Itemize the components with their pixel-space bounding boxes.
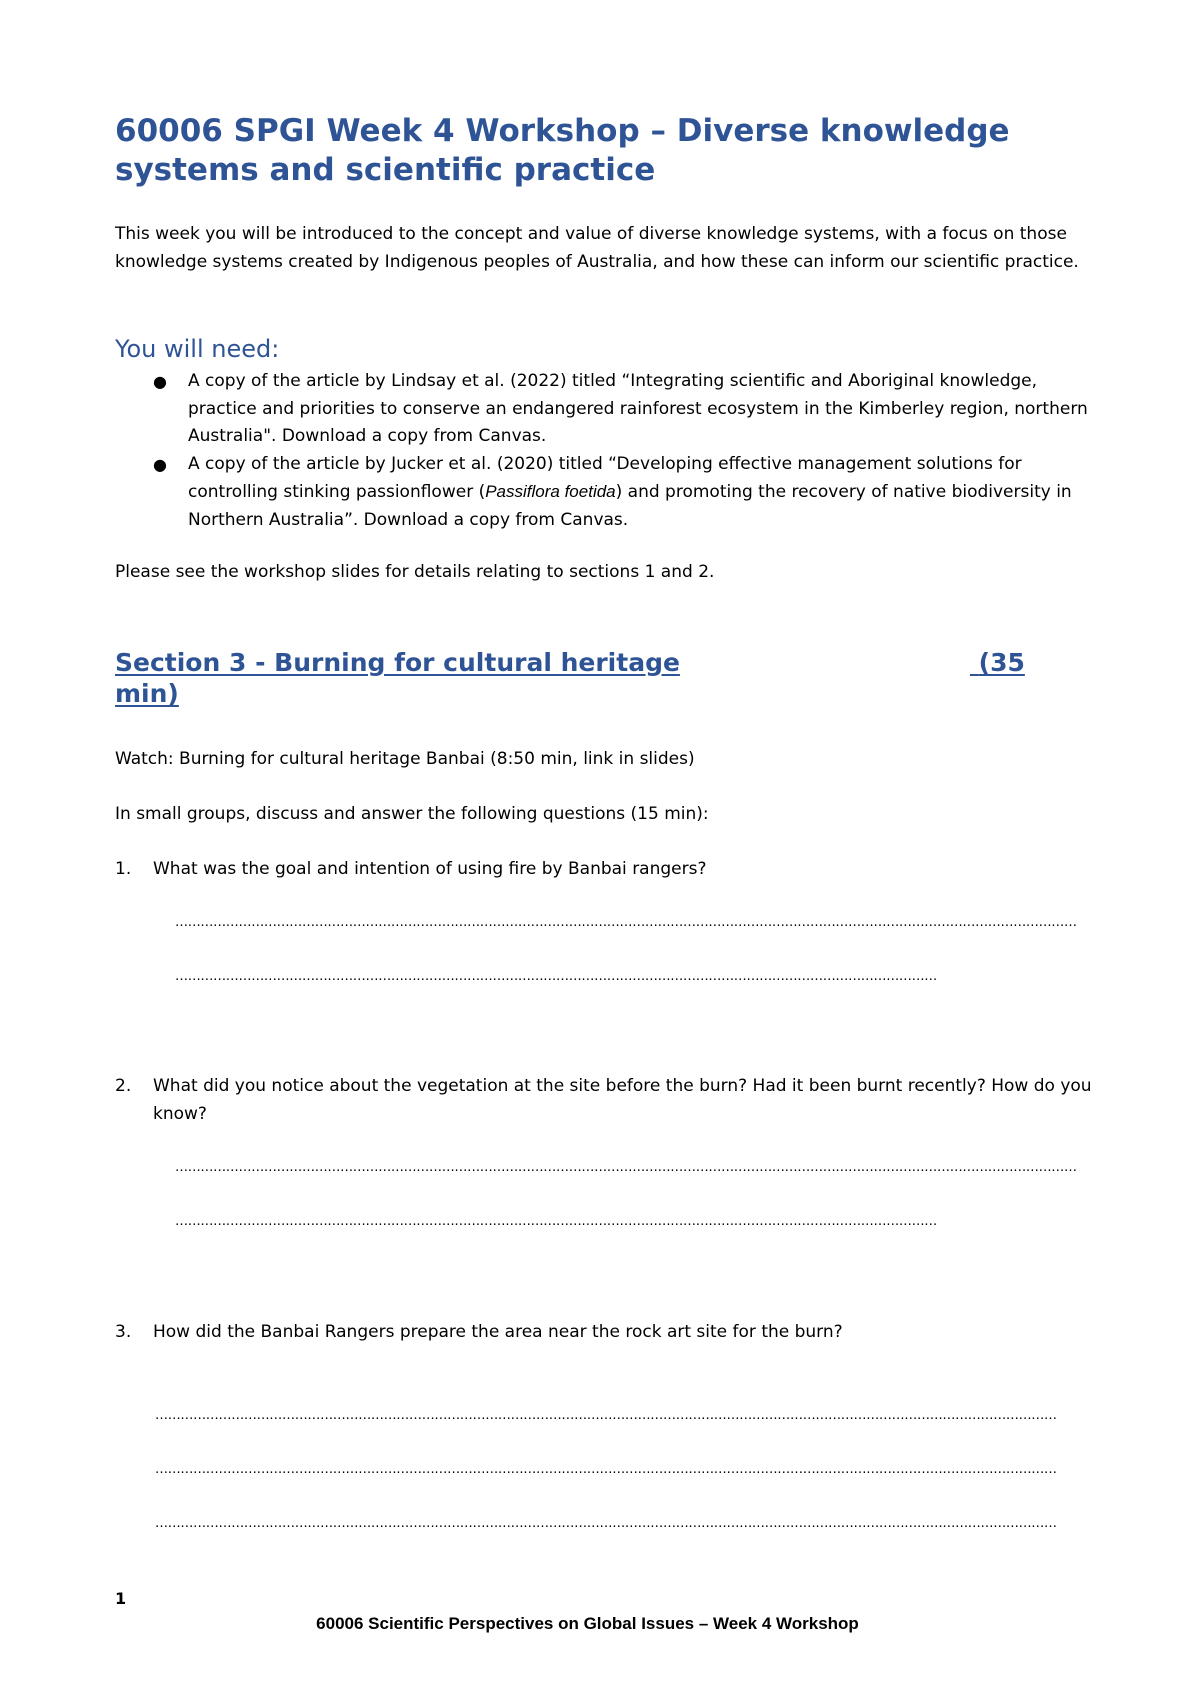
intro-paragraph: This week you will be introduced to the concept and value of diverse knowledge systems, with a focus on those knowledge systems created by Indigenous peoples of Australia, and how these can inform our scientific practice. <box>115 224 1079 272</box>
watch-instruction: Watch: Burning for cultural heritage Banbai (8:50 min, link in slides) <box>115 749 695 769</box>
species-name: Passiflora foetida <box>485 482 616 501</box>
group-instruction: In small groups, discuss and answer the following questions (15 min): <box>115 804 709 824</box>
see-slides-note: Please see the workshop slides for details relating to sections 1 and 2. <box>115 562 715 582</box>
section-3-duration: (35 min) <box>115 648 1025 708</box>
page-number: 1 <box>115 1589 127 1608</box>
answer-line[interactable]: …………………………………………………………………………………………………………………………………………………………………………………………… <box>155 1462 1057 1477</box>
requirements-list <box>115 368 1095 534</box>
bullet-icon: ● <box>153 372 167 391</box>
answer-line[interactable]: ……………………………………………………………………………………………………………………………………………………………… <box>175 1214 938 1229</box>
list-item-text: A copy of the article by Lindsay et al. (2022) titled “Integrating scientific and Aboriginal knowledge, practice and priorities to conserve an endangered rainforest ecosystem in the Kimberley region, northern Australia". Download a copy from Canvas. <box>188 371 1088 446</box>
list-item-text-continued: ) and promoting the recovery of native biodiversity in Northern Australia”. Download a copy from Canvas. <box>188 482 1072 530</box>
answer-line[interactable]: …………………………………………………………………………………………………………………………………………………………………………………………… <box>155 1408 1057 1423</box>
answer-line[interactable]: ……………………………………………………………………………………………………………………………………………………………… <box>175 969 938 984</box>
question-2 <box>115 1072 1095 1128</box>
question-1 <box>115 855 1095 883</box>
question-text: What did you notice about the vegetation at the site before the burn? Had it been burnt recently? How do you know? <box>153 1076 1092 1124</box>
list-item-text: A copy of the article by Jucker et al. (2020) titled “Developing effective management solutions for controlling stinking passionflower ( <box>188 453 1022 502</box>
list-item <box>115 368 1095 451</box>
answer-line[interactable]: …………………………………………………………………………………………………………………………………………………………………………………………… <box>155 1516 1057 1531</box>
question-text: How did the Banbai Rangers prepare the area near the rock art site for the burn? <box>153 1322 843 1342</box>
question-number: 3. <box>115 1322 132 1342</box>
page-footer: 60006 Scientific Perspectives on Global Issues – Week 4 Workshop <box>316 1614 859 1633</box>
question-number: 2. <box>115 1076 132 1096</box>
list-item <box>115 451 1095 535</box>
bullet-icon: ● <box>153 454 167 474</box>
question-3 <box>115 1318 1095 1346</box>
section-3-title: Section 3 - Burning for cultural heritage <box>115 648 680 677</box>
answer-line[interactable]: …………………………………………………………………………………………………………………………………………………………………………………………… <box>175 915 1077 930</box>
page-title: 60006 SPGI Week 4 Workshop – Diverse knowledge systems and scientific practice <box>115 113 1010 188</box>
section-3-heading <box>115 647 1045 709</box>
question-text: What was the goal and intention of using fire by Banbai rangers? <box>153 859 707 879</box>
question-number: 1. <box>115 859 132 879</box>
answer-line[interactable]: …………………………………………………………………………………………………………………………………………………………………………………………… <box>175 1160 1077 1175</box>
you-will-need-heading: You will need: <box>115 335 280 363</box>
